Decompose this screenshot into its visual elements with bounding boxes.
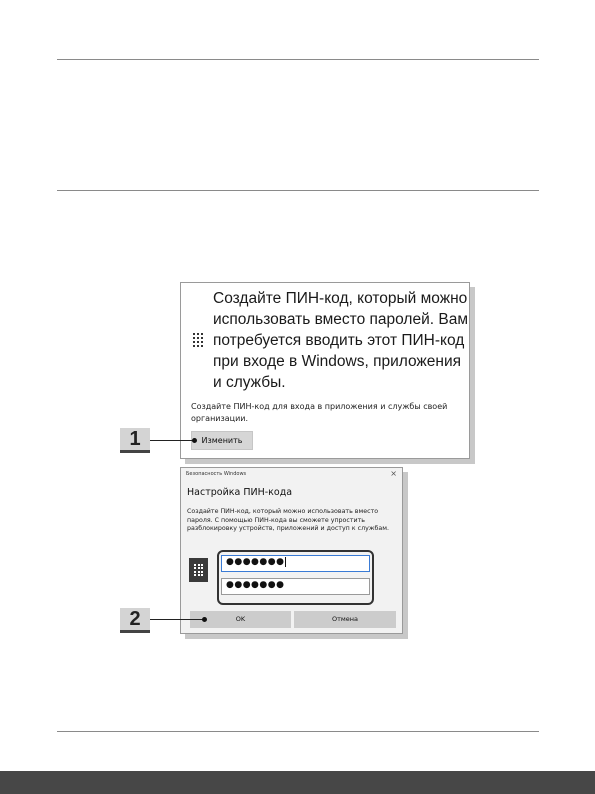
pin-keypad-icon: [189, 558, 208, 582]
step-1-leader-line: [150, 440, 195, 441]
step-1-pointer-dot: [192, 438, 197, 443]
pin-settings-panel: [180, 282, 470, 459]
bottom-divider: [57, 731, 539, 732]
pin-keypad-icon: [193, 333, 205, 347]
section-divider: [57, 190, 539, 191]
dialog-description: Создайте ПИН-код, который можно использовать вместо пароля. С помощью ПИН-кода вы сможете упростить разблокировку устройств, приложений и доступ к службам.: [187, 508, 389, 532]
step-2-pointer-dot: [202, 617, 207, 622]
footer-bar: [0, 771, 595, 794]
step-2-leader-line: [150, 619, 205, 620]
dialog-window-title: Безопасность Windows: [186, 471, 247, 477]
pin-settings-heading: Создайте ПИН-код, который можно использовать вместо паролей. Вам потребуется вводить этот ПИН-код при входе в Windows, приложения и службы.: [213, 290, 468, 391]
cancel-button[interactable]: Отмена: [294, 611, 396, 628]
step-1-badge: 1: [120, 428, 150, 453]
confirm-pin-input[interactable]: [221, 578, 370, 595]
confirm-pin-value: ●●●●●●●: [226, 580, 285, 590]
dialog-heading: Настройка ПИН-кода: [187, 487, 293, 498]
new-pin-value: ●●●●●●●: [226, 557, 285, 567]
new-pin-input[interactable]: [221, 555, 370, 572]
top-divider: [57, 59, 539, 60]
text-caret: [285, 557, 286, 567]
ok-button[interactable]: OK: [190, 611, 291, 628]
pin-settings-description: Создайте ПИН-код для входа в приложения и службы своей организации.: [191, 402, 448, 423]
close-icon[interactable]: ×: [390, 469, 397, 478]
step-2-badge: 2: [120, 608, 150, 633]
change-pin-button[interactable]: Изменить: [191, 431, 253, 450]
pin-setup-dialog: [180, 467, 403, 634]
